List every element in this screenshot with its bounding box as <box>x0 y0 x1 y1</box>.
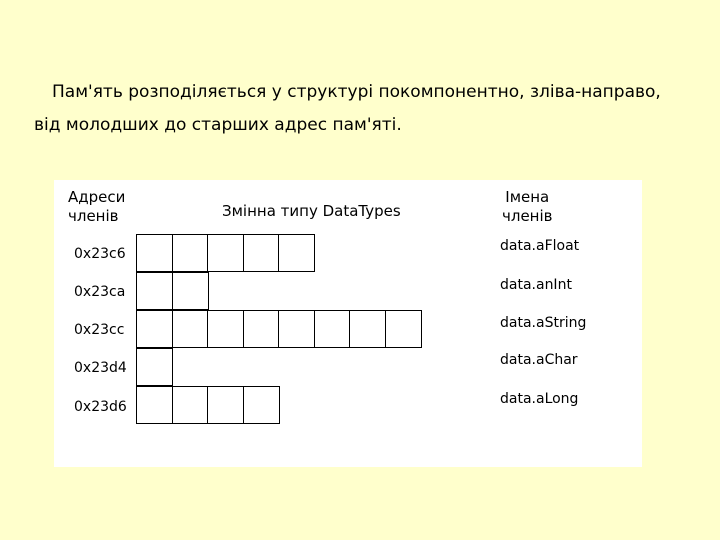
memory-byte-cell <box>172 234 209 272</box>
memory-byte-cell <box>314 310 351 348</box>
memory-byte-cell <box>243 386 280 424</box>
memory-byte-cell <box>278 310 315 348</box>
memory-byte-cell <box>243 234 280 272</box>
memory-byte-cell <box>385 310 422 348</box>
description-paragraph <box>34 76 704 142</box>
paragraph-line-1: Пам'ять розподіляється у структурі покомпонентно, зліва-направо, <box>52 82 661 102</box>
paragraph-line-2: від молодших до старших адрес пам'яті. <box>34 115 402 135</box>
member-names-header-line-2: членів <box>502 207 553 225</box>
addresses-header <box>68 188 125 226</box>
memory-cells-row <box>136 386 278 424</box>
member-names-header <box>502 188 553 226</box>
member-name: data.aChar <box>500 352 578 368</box>
memory-byte-cell <box>172 386 209 424</box>
memory-cells-row <box>136 272 207 310</box>
addresses-header-line-1: Адреси <box>68 188 126 206</box>
memory-byte-cell <box>136 310 173 348</box>
memory-byte-cell <box>349 310 386 348</box>
memory-byte-cell <box>278 234 315 272</box>
member-name: data.aLong <box>500 391 579 407</box>
member-name: data.aString <box>500 315 587 331</box>
member-address: 0x23cc <box>74 322 125 338</box>
memory-byte-cell <box>136 272 173 310</box>
memory-cells-row <box>136 234 314 272</box>
memory-cells-row <box>136 348 172 386</box>
memory-cells-row <box>136 310 420 348</box>
member-name: data.anInt <box>500 277 572 293</box>
memory-byte-cell <box>136 386 173 424</box>
memory-byte-cell <box>172 272 209 310</box>
member-address: 0x23ca <box>74 284 126 300</box>
memory-byte-cell <box>207 234 244 272</box>
memory-byte-cell <box>136 348 173 386</box>
member-address: 0x23d6 <box>74 399 127 415</box>
addresses-header-line-2: членів <box>68 207 119 225</box>
member-names-header-line-1: Імена <box>505 188 550 206</box>
memory-byte-cell <box>207 310 244 348</box>
memory-byte-cell <box>243 310 280 348</box>
member-address: 0x23c6 <box>74 246 126 262</box>
memory-byte-cell <box>136 234 173 272</box>
memory-byte-cell <box>207 386 244 424</box>
memory-layout-diagram <box>54 180 642 467</box>
member-address: 0x23d4 <box>74 360 127 376</box>
member-name: data.aFloat <box>500 238 580 254</box>
variable-header: Змінна типу DataTypes <box>222 202 401 220</box>
memory-byte-cell <box>172 310 209 348</box>
